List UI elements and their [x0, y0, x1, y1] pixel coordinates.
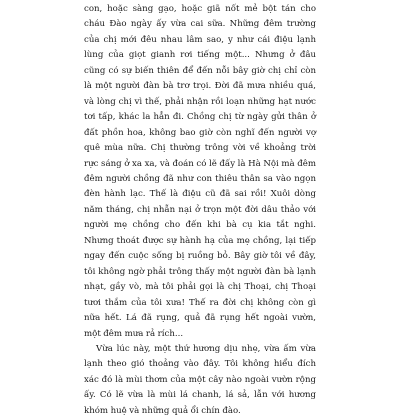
- paragraph-2: Vừa lúc này, một thứ hương dịu nhẹ, vừa ấm vừa lạnh theo gió thoảng vào đây. Tôi không hiểu đích xác đó là mùi thơm của một cây nào ngoài vườn rộng ấy. Có lẽ vừa là mùi lá chanh, lá sả, lẫn với hương khóm huệ và những quả ổi chín đào.: [84, 343, 316, 416]
- paragraph-1: con, hoặc sàng gạo, hoặc giã nốt mẻ bột tán cho cháu Đào ngày ấy vừa cai sữa. Những đêm trường của chị mới đêu nhau lâm sao, y như cái điệu lạnh lùng của giọt gianh rơi tiếng một... Nhưng ở đâu cũng có sự biến thiên để đến nỗi bây giờ chị chỉ còn là một người đàn bà trơ trọi. Đời đã mưa nhiều quá, và lòng chị vì thế, phải nhận rồi loạn những hạt nước tơi tấp, khác la hẳn đi. Chồng chị từ ngày gửi thân ở đất phồn hoa, không bao giờ còn nghĩ đến người vợ quê mùa nữa. Chị thường trông vời về khoảng trời rực sáng ở xa xa, và đoán có lẽ đấy là Hà Nội mà đêm đêm người chồng đã như con thiêu thân sa vào ngọn đèn hành lạc. Thế là điệu cũ đã sai rồi! Xuôi dòng năm tháng, chị nhẫn nại ở trọn một đời dâu thảo với người mẹ chồng cho đến khi bà cụ kia tắt nghi. Nhưng thoát được sự hành hạ của mẹ chồng, lại tiếp ngay đến cuộc sống bị ruồng bỏ. Bây giờ tôi về đây, tôi không ngờ phải trông thấy một người đàn bà lạnh nhạt, gầy vò, mà tôi phải gọi là chị Thoại, chị Thoại tươi thắm của tôi xưa! Thế ra đời chị không còn gì nữa hết. Lá đã rụng, quả đã rụng hết ngoài vườn, một đêm mưa rả rích...: [84, 4, 316, 339]
- text-block: [84, 2, 316, 419]
